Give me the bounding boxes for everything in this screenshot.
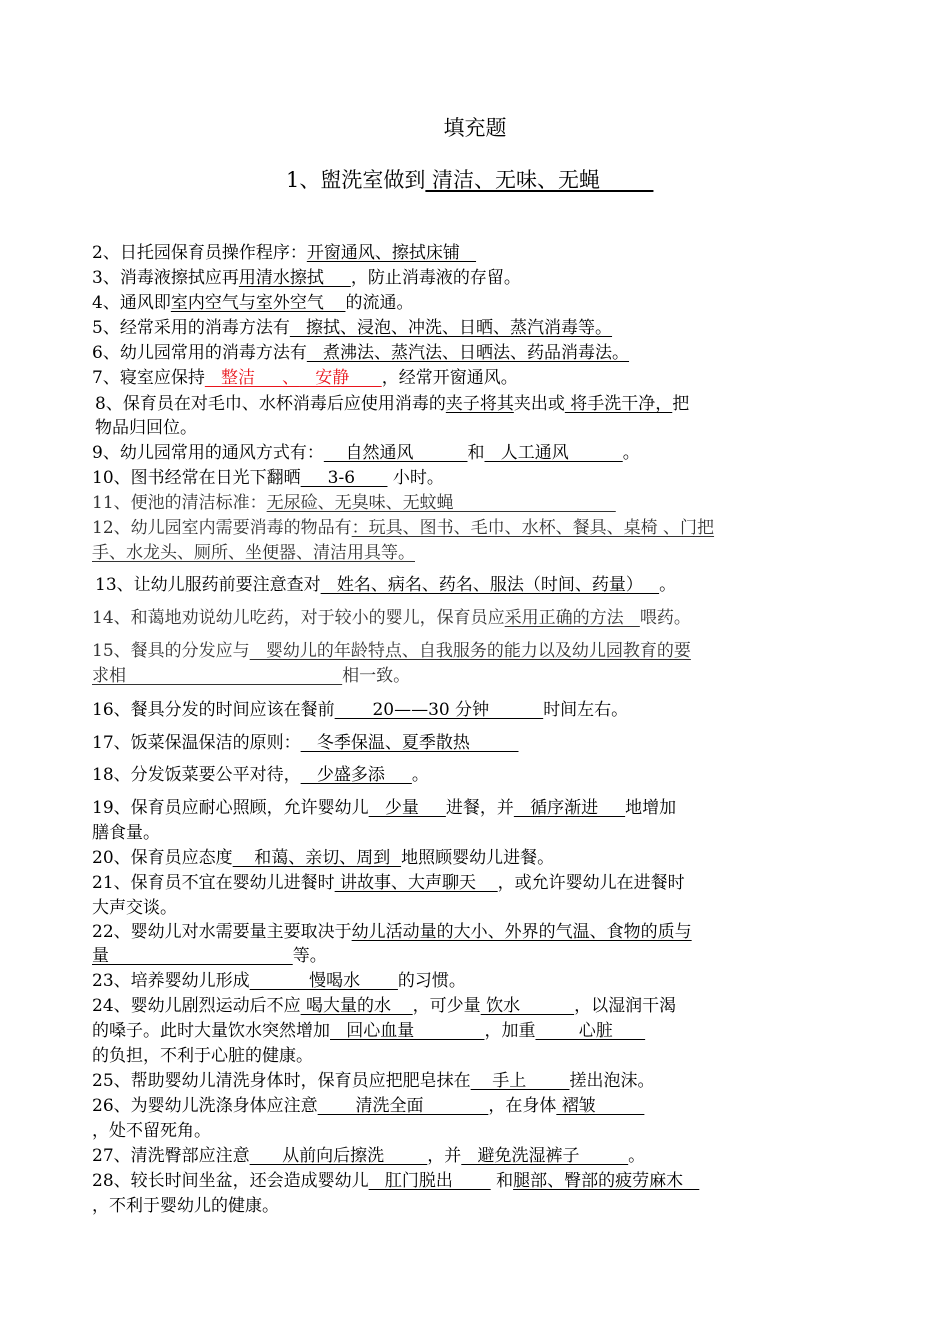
question-2: 2、日托园保育员操作程序：开窗通风、擦拭床铺 <box>92 243 477 263</box>
question-20: 20、保育员应态度 和蔼、亲切、周到 地照顾婴幼儿进餐。 <box>92 848 555 868</box>
question-28: 28、较长时间坐盆，还会造成婴幼儿 肛门脱出 和腿部、臀部的疲劳麻木 <box>92 1171 700 1191</box>
question-19: 19、保育员应耐心照顾，允许婴幼儿 少量 进餐，并 循序渐进 地增加 <box>92 798 677 818</box>
answer-9b: 人工通风 <box>484 443 623 463</box>
question-16: 16、餐具分发的时间应该在餐前 20——30 分钟 时间左右。 <box>92 700 629 720</box>
question-17: 17、饭菜保温保洁的原则： 冬季保温、夏季散热 <box>92 733 519 753</box>
answer-25: 手上 <box>470 1071 570 1091</box>
answer-2: 开窗通风、擦拭床铺 <box>306 243 477 263</box>
question-8-cont: 物品归回位。 <box>95 418 197 438</box>
answer-22: 幼儿活动量的大小、外界的气温、食物的质与 <box>351 922 692 942</box>
answer-15: 婴幼儿的年龄特点、自我服务的能力以及幼儿园教育的要 <box>249 641 691 661</box>
answer-12: ：玩具、图书、毛巾、水杯、餐具、桌椅 、门把 <box>351 518 715 538</box>
answer-26a: 清洗全面 <box>317 1096 489 1116</box>
answer-3: 用清水擦拭 <box>238 268 351 288</box>
question-27: 27、清洗臀部应注意 从前向后擦洗 ，并 避免洗湿裤子 。 <box>92 1146 646 1166</box>
answer-8b: 将手洗干净， <box>564 394 673 414</box>
answer-27a: 从前向后擦洗 <box>249 1146 428 1166</box>
question-12: 12、幼儿园室内需要消毒的物品有：玩具、图书、毛巾、水杯、餐具、桌椅 、门把 <box>92 518 715 538</box>
question-14: 14、和蔼地劝说幼儿吃药，对于较小的婴儿，保育员应采用正确的方法 喂药。 <box>92 608 691 628</box>
question-11: 11、便池的清洁标准：无尿硷、无臭味、无蚊蝇 <box>92 493 616 513</box>
answer-9a: 自然通风 <box>323 443 468 463</box>
answer-6: 煮沸法、蒸汽法、日晒法、药品消毒法。 <box>306 343 630 363</box>
answer-11: 无尿硷、无臭味、无蚊蝇 <box>266 493 616 513</box>
answer-13: 姓名、病名、药名、服法（时间、药量） <box>320 575 660 595</box>
answer-8a: 夹子将其 <box>445 394 514 414</box>
page-title: 填充题 <box>443 116 507 140</box>
answer-24b: 饮水 <box>480 996 575 1016</box>
question-13: 13、让幼儿服药前要注意查对 姓名、病名、药名、服法（时间、药量） 。 <box>95 575 677 595</box>
question-23: 23、培养婴幼儿形成 慢喝水 的习惯。 <box>92 971 466 991</box>
answer-27b: 避免洗湿裤子 <box>461 1146 629 1166</box>
answer-28b: 腿部、臀部的疲劳麻木 <box>513 1171 700 1191</box>
question-26: 26、为婴幼儿洗涤身体应注意 清洗全面 ，在身体 褶皱 <box>92 1096 645 1116</box>
answer-28a: 肛门脱出 <box>368 1171 491 1191</box>
answer-17: 冬季保温、夏季散热 <box>300 733 519 753</box>
question-10: 10、图书经常在日光下翻晒 3-6 小时。 <box>92 468 444 488</box>
question-12-cont <box>92 541 867 565</box>
question-1: 1、盥洗室做到 清洁、无味、无蝇 <box>286 168 654 192</box>
answer-7a: 整洁 <box>204 368 283 388</box>
answer-14: 采用正确的方法 <box>504 608 640 628</box>
answer-15-cont: 求相 <box>92 666 343 686</box>
question-21-cont: 大声交谈。 <box>92 898 177 918</box>
question-22: 22、婴幼儿对水需要量主要取决于幼儿活动量的大小、外界的气温、食物的质与 <box>92 922 692 942</box>
answer-16: 20——30 分钟 <box>334 700 544 720</box>
answer-24c: 回心血量 <box>330 1021 485 1041</box>
question-4: 4、通风即室内空气与室外空气 的流通。 <box>92 293 414 313</box>
question-28-cont: ，不利于婴幼儿的健康。 <box>92 1196 279 1216</box>
question-26-cont: ，处不留死角。 <box>92 1121 211 1141</box>
question-24-cont2: 的负担，不利于心脏的健康。 <box>92 1046 313 1066</box>
question-9: 9、幼儿园常用的通风方式有： 自然通风 和 人工通风 。 <box>92 443 640 463</box>
question-15-cont: 求相 相一致。 <box>92 666 411 686</box>
answer-7b: 安静 <box>299 368 382 388</box>
answer-23: 慢喝水 <box>249 971 398 991</box>
answer-24a: 喝大量的水 <box>300 996 413 1016</box>
question-22-cont: 量 等。 <box>92 946 327 966</box>
question-19-cont: 膳食量。 <box>92 823 160 843</box>
answer-19b: 循序渐进 <box>513 798 626 818</box>
question-24: 24、婴幼儿剧烈运动后不应 喝大量的水 ，可少量 饮水 ，以湿润干渴 <box>92 996 677 1016</box>
answer-5: 擦拭、浸泡、冲洗、日晒、蒸汽消毒等。 <box>289 318 613 338</box>
answer-21: 讲故事、大声聊天 <box>334 873 498 893</box>
question-15: 15、餐具的分发应与 婴幼儿的年龄特点、自我服务的能力以及幼儿园教育的要 <box>92 641 691 661</box>
answer-20: 和蔼、亲切、周到 <box>232 848 402 868</box>
answer-22-cont: 量 <box>92 946 293 966</box>
question-18: 18、分发饭菜要公平对待， 少盛多添 。 <box>92 765 429 785</box>
answer-12-cont: 手、水龙头、厕所、坐便器、清洁用具等。 <box>92 543 415 563</box>
question-3: 3、消毒液擦拭应再用清水擦拭 ，防止消毒液的存留。 <box>92 268 521 288</box>
question-25: 25、帮助婴幼儿清洗身体时，保育员应把肥皂抹在 手上 搓出泡沫。 <box>92 1071 655 1091</box>
answer-10: 3-6 <box>300 468 388 488</box>
question-24-cont: 的嗓子。此时大量饮水突然增加 回心血量 ，加重 心脏 <box>92 1021 646 1041</box>
answer-18: 少盛多添 <box>300 765 412 785</box>
answer-19a: 少量 <box>368 798 446 818</box>
question-5: 5、经常采用的消毒方法有 擦拭、浸泡、冲洗、日晒、蒸汽消毒等。 <box>92 318 613 338</box>
question-21: 21、保育员不宜在婴幼儿进餐时 讲故事、大声聊天 ，或允许婴幼儿在进餐时 <box>92 873 685 893</box>
question-6: 6、幼儿园常用的消毒方法有 煮沸法、蒸汽法、日晒法、药品消毒法。 <box>92 343 630 363</box>
answer-26b: 褶皱 <box>556 1096 645 1116</box>
answer-4: 室内空气与室外空气 <box>170 293 346 313</box>
answer-1: 清洁、无味、无蝇 <box>425 168 654 192</box>
answer-24d: 心脏 <box>535 1021 646 1041</box>
question-7: 7、寝室应保持 整洁 、 安静 ，经常开窗通风。 <box>92 368 518 388</box>
question-8: 8、保育员在对毛巾、水杯消毒后应使用消毒的夹子将其夹出或 将手洗干净，把 <box>95 394 690 414</box>
